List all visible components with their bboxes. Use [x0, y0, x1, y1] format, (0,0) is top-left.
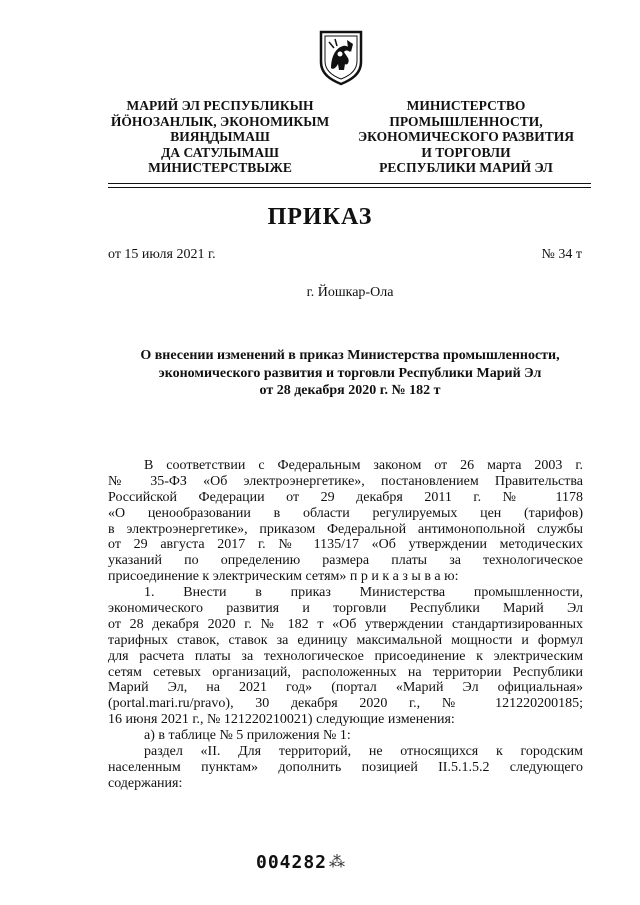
- body-line: содержания:: [108, 775, 183, 791]
- body-line: (portal.mari.ru/pravo), 30 декабря 2020 г., № 121220200185;: [108, 696, 583, 712]
- body-line: а) в таблице № 5 приложения № 1:: [144, 728, 351, 744]
- body-line: в электроэнергетике», приказом Федеральной антимонопольной службы: [108, 521, 583, 537]
- body-line: экономического развития и торговли Республики Марий Эл: [108, 601, 583, 617]
- header-right-line: ПРОМЫШЛЕННОСТИ,: [389, 113, 543, 129]
- serial-number: 004282: [256, 852, 328, 873]
- stamp-mark-icon: ⁂: [329, 854, 345, 871]
- body-line: Марий Эл, на 2021 год» (портал «Марий Эл официальная»: [108, 680, 583, 696]
- header-right-line: РЕСПУБЛИКИ МАРИЙ ЭЛ: [379, 160, 553, 175]
- body-line: «О ценообразовании в области регулируемых цен (тарифов): [108, 505, 583, 521]
- document-subject: [108, 347, 592, 400]
- body-line: от 28 декабря 2020 г. № 182 т «Об утверждении стандартизированных: [108, 616, 583, 632]
- body-line: тарифных ставок, ставок за единицу максимальной мощности и формул: [108, 632, 583, 648]
- subject-line: от 28 декабря 2020 г. № 182 т: [259, 383, 441, 398]
- body-line: населенным пунктам» дополнить позицией II.5.1.5.2 следующего: [108, 759, 583, 775]
- subject-line: О внесении изменений в приказ Министерства промышленности,: [140, 348, 560, 363]
- header-right-line: МИНИСТЕРСТВО: [406, 98, 526, 113]
- body-line: Российской Федерации от 29 декабря 2011 г. № 1178: [108, 489, 583, 505]
- header-right-line: ЭКОНОМИЧЕСКОГО РАЗВИТИЯ: [358, 129, 574, 144]
- body-line: указаний по определению размера платы за технологическое: [108, 553, 583, 569]
- body-line: для расчета платы за технологическое присоединение к электрическим: [108, 648, 583, 664]
- body-line: раздел «II. Для территорий, не относящихся к городским: [144, 744, 583, 760]
- body-line: от 29 августа 2017 г. № 1135/17 «Об утверждении методических: [108, 537, 583, 553]
- header-left-line: ДА САТУЛЫМАШ: [161, 144, 279, 160]
- header-right-line: И ТОРГОВЛИ: [421, 144, 511, 160]
- body-line: сетям сетевых организаций, расположенных на территории Республики: [108, 664, 583, 680]
- subject-line: экономического развития и торговли Республики Марий Эл: [158, 365, 542, 381]
- header-divider: [108, 183, 591, 184]
- header-divider-thin: [108, 187, 591, 188]
- header-left-line: МАРИЙ ЭЛ РЕСПУБЛИКЫН: [126, 98, 314, 113]
- header-left-line: ЙÖНОЗАНЛЫК, ЭКОНОМИКЫМ: [110, 113, 330, 129]
- coat-of-arms-icon: [317, 28, 365, 86]
- header-right-russian: [346, 98, 586, 176]
- document-city: г. Йошкар-Ола: [306, 285, 394, 300]
- document-number: № 34 т: [541, 247, 582, 262]
- header-left-line: МИНИСТЕРСТВЫЖЕ: [148, 160, 292, 175]
- header-left-mari: [100, 98, 340, 176]
- body-line: № 35-ФЗ «Об электроэнергетике», постановлением Правительства: [108, 473, 583, 489]
- header-left-line: ВИЯҢДЫМАШ: [170, 129, 270, 144]
- body-line: 16 июня 2021 г., № 121220210021) следующие изменения:: [108, 712, 455, 728]
- document-title: ПРИКАЗ: [267, 204, 373, 230]
- body-line: В соответствии с Федеральным законом от 26 марта 2003 г.: [144, 458, 583, 473]
- body-line: присоединение к электрическим сетям» п р и к а з ы в а ю:: [108, 569, 459, 585]
- document-body: [108, 458, 583, 792]
- document-date: от 15 июля 2021 г.: [108, 247, 216, 262]
- body-line: 1. Внести в приказ Министерства промышленности,: [144, 585, 583, 601]
